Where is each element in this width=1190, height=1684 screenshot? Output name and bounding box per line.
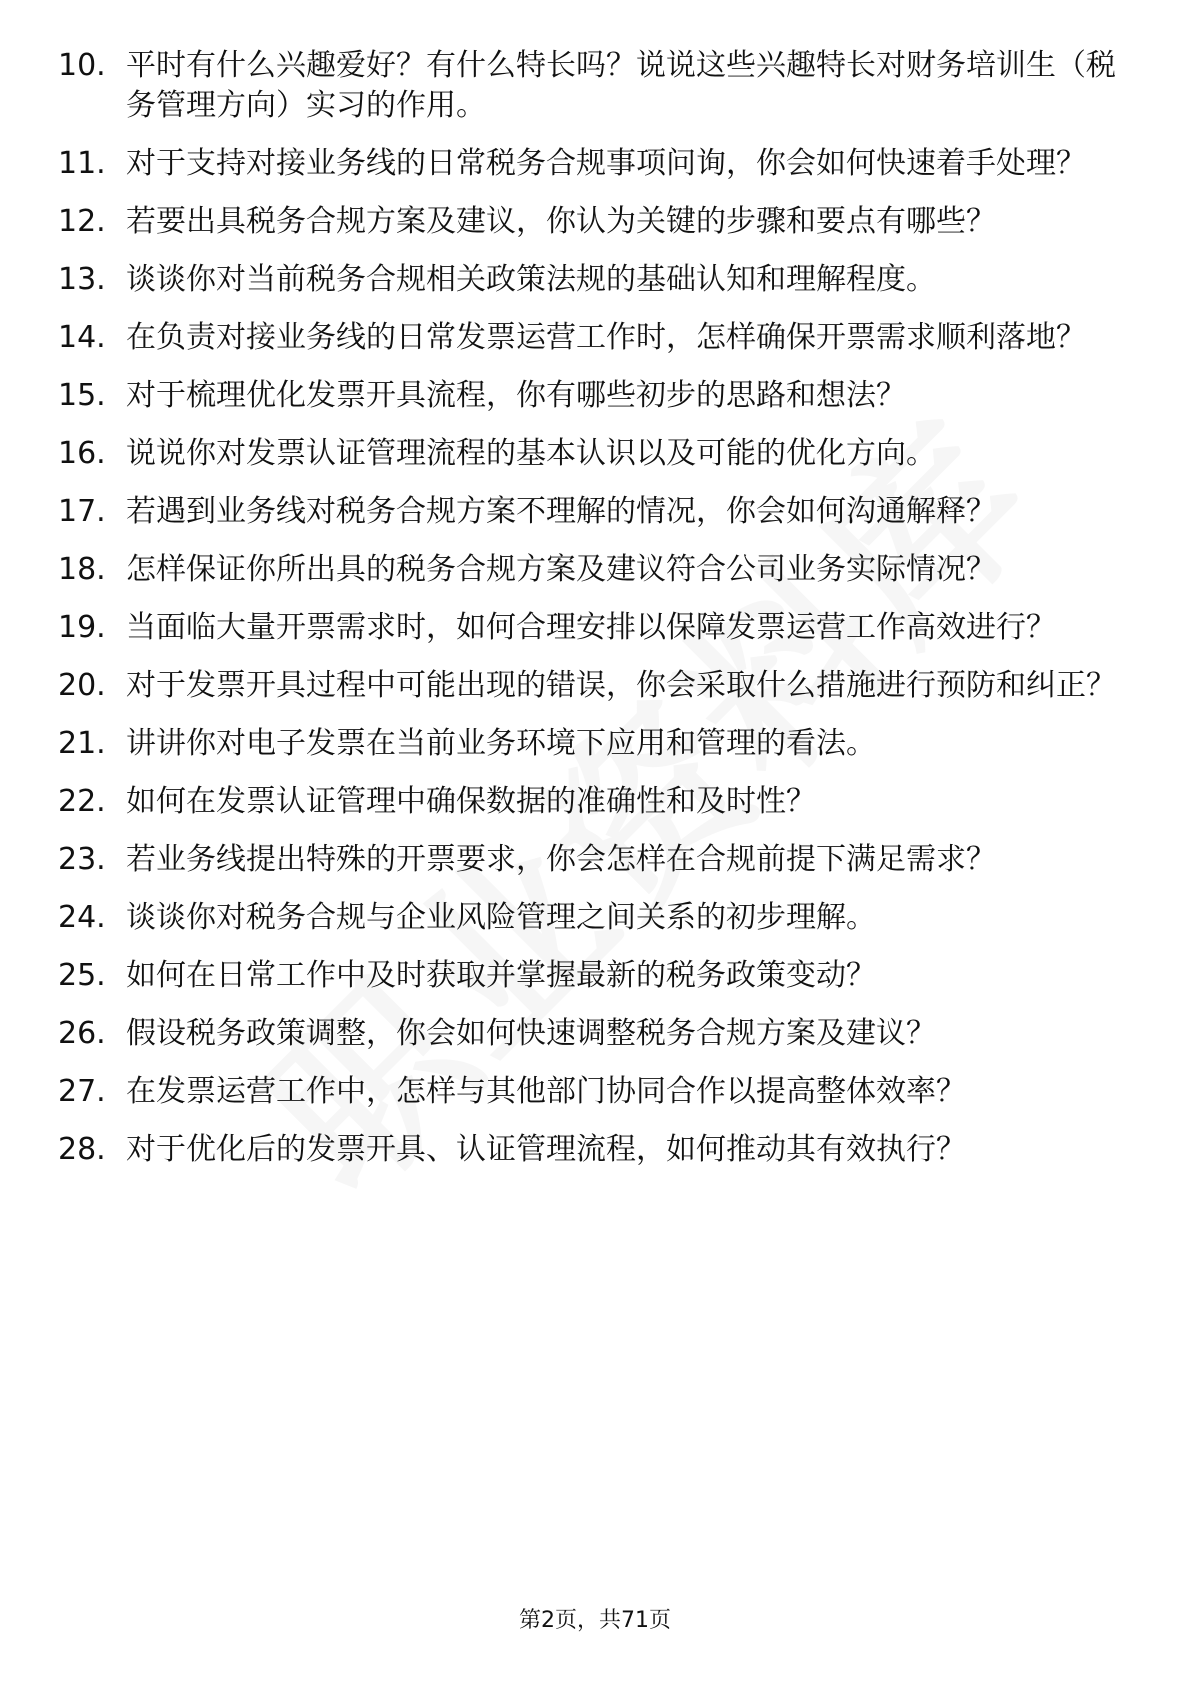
list-item (58, 1130, 1138, 1170)
question-number: 25. (58, 958, 106, 993)
question-text: 讲讲你对电子发票在当前业务环境下应用和管理的看法。 (126, 726, 876, 761)
question-text: 当面临大量开票需求时，如何合理安排以保障发票运营工作高效进行？ (126, 610, 1056, 645)
question-number: 12. (58, 204, 106, 239)
question-number: 17. (58, 494, 106, 529)
question-text: 若业务线提出特殊的开票要求，你会怎样在合规前提下满足需求？ (126, 842, 996, 877)
question-text: 谈谈你对当前税务合规相关政策法规的基础认知和理解程度。 (126, 262, 936, 297)
list-item (58, 46, 1138, 126)
question-text: 若要出具税务合规方案及建议，你认为关键的步骤和要点有哪些？ (126, 204, 996, 239)
question-text: 怎样保证你所出具的税务合规方案及建议符合公司业务实际情况？ (126, 552, 996, 587)
list-item (58, 1072, 1138, 1112)
list-item (58, 434, 1138, 474)
question-number: 14. (58, 320, 106, 355)
list-item (58, 724, 1138, 764)
question-number: 11. (58, 146, 106, 181)
question-text: 若遇到业务线对税务合规方案不理解的情况，你会如何沟通解释？ (126, 494, 996, 529)
question-number: 21. (58, 726, 106, 761)
page-indicator: 第2页，共71页 (519, 1608, 671, 1633)
question-number: 27. (58, 1074, 106, 1109)
list-item (58, 840, 1138, 880)
question-text: 对于发票开具过程中可能出现的错误，你会采取什么措施进行预防和纠正？ (126, 668, 1116, 703)
question-number: 26. (58, 1016, 106, 1051)
question-number: 24. (58, 900, 106, 935)
question-number: 18. (58, 552, 106, 587)
question-number: 28. (58, 1132, 106, 1167)
question-number: 15. (58, 378, 106, 413)
question-text: 在发票运营工作中，怎样与其他部门协同合作以提高整体效率？ (126, 1074, 966, 1109)
question-text: 在负责对接业务线的日常发票运营工作时，怎样确保开票需求顺利落地？ (126, 320, 1086, 355)
question-text: 如何在日常工作中及时获取并掌握最新的税务政策变动？ (126, 958, 876, 993)
question-text: 谈谈你对税务合规与企业风险管理之间关系的初步理解。 (126, 900, 876, 935)
page-footer (0, 1606, 1190, 1636)
question-number: 16. (58, 436, 106, 471)
question-number: 20. (58, 668, 106, 703)
list-item (58, 260, 1138, 300)
question-text: 对于优化后的发票开具、认证管理流程，如何推动其有效执行？ (126, 1132, 966, 1167)
question-text: 平时有什么兴趣爱好？有什么特长吗？说说这些兴趣特长对财务培训生（税务管理方向）实习的作用。 (126, 48, 1116, 123)
question-number: 13. (58, 262, 106, 297)
list-item (58, 666, 1138, 706)
question-number: 23. (58, 842, 106, 877)
list-item (58, 898, 1138, 938)
question-number: 22. (58, 784, 106, 819)
question-list (58, 46, 1138, 1188)
question-text: 假设税务政策调整，你会如何快速调整税务合规方案及建议？ (126, 1016, 936, 1051)
question-number: 10. (58, 48, 106, 83)
list-item (58, 550, 1138, 590)
question-text: 对于支持对接业务线的日常税务合规事项问询，你会如何快速着手处理？ (126, 146, 1086, 181)
list-item (58, 782, 1138, 822)
list-item (58, 956, 1138, 996)
list-item (58, 1014, 1138, 1054)
question-text: 对于梳理优化发票开具流程，你有哪些初步的思路和想法？ (126, 378, 906, 413)
list-item (58, 492, 1138, 532)
list-item (58, 608, 1138, 648)
list-item (58, 202, 1138, 242)
list-item (58, 144, 1138, 184)
list-item (58, 376, 1138, 416)
list-item (58, 318, 1138, 358)
question-text: 如何在发票认证管理中确保数据的准确性和及时性？ (126, 784, 816, 819)
question-number: 19. (58, 610, 106, 645)
question-text: 说说你对发票认证管理流程的基本认识以及可能的优化方向。 (126, 436, 936, 471)
